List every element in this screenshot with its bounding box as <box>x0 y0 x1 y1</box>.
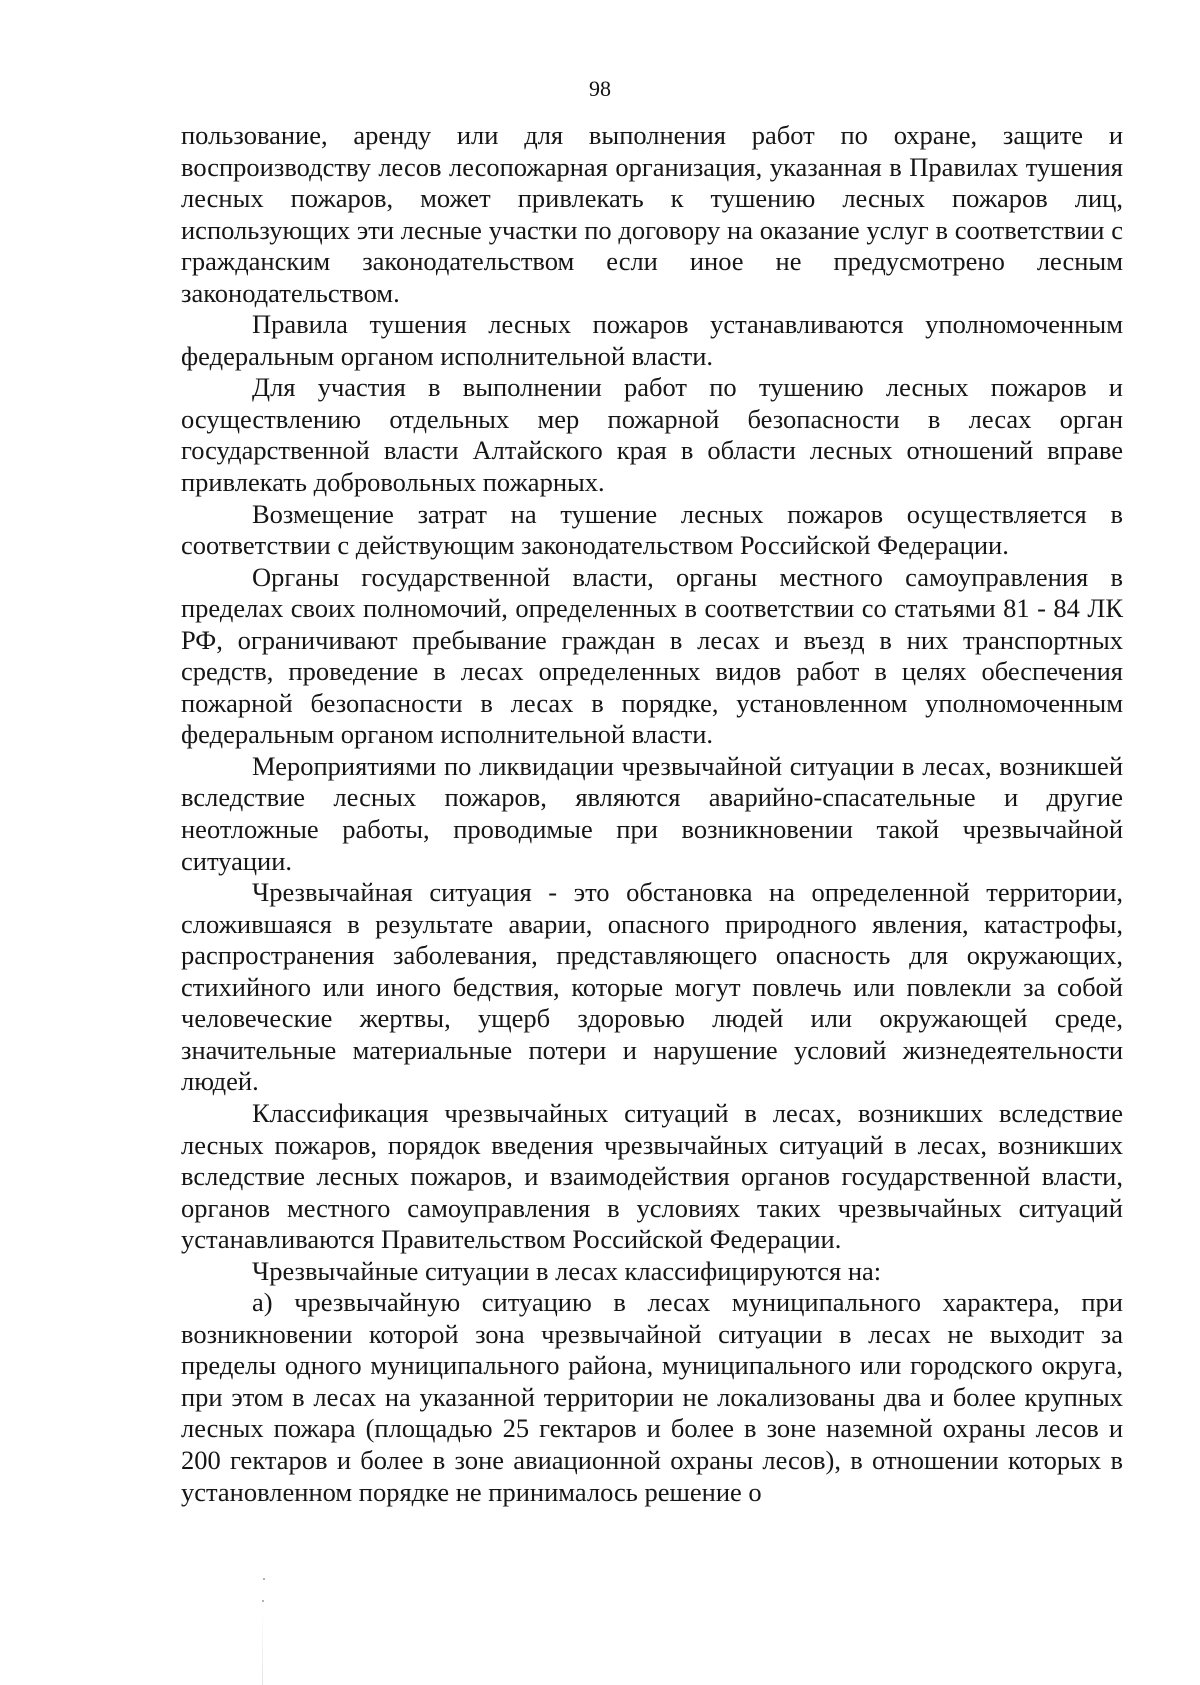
paragraph: а) чрезвычайную ситуацию в лесах муниципального характера, при возникновении которой зона чрезвычайной ситуации в лесах не выходит за пределы одного муниципального района, муниципального или городского округа, при этом в лесах на указанной территории не локализованы два и более крупных лесных пожара (площадью 25 гектаров и более в зоне наземной охраны лесов и 200 гектаров и более в зоне авиационной охраны лесов), в отношении которых в установленном порядке не принималось решение о <box>181 1287 1123 1507</box>
page-number: 98 <box>589 76 611 101</box>
paragraph: пользование, аренду или для выполнения работ по охране, защите и воспроизводству лесов лесопожарная организация, указанная в Правилах тушения лесных пожаров, может привлекать к тушению лесных пожаров лиц, использующих эти лесные участки по договору на оказание услуг в соответствии с гражданским законодательством если иное не предусмотрено лесным законодательством. <box>181 120 1123 308</box>
paragraph: Возмещение затрат на тушение лесных пожаров осуществляется в соответствии с действующим законодательством Российской Федерации. <box>181 498 1123 561</box>
paragraph: Чрезвычайные ситуации в лесах классифицируются на: <box>252 1255 882 1286</box>
paragraph: Для участия в выполнении работ по тушению лесных пожаров и осуществлению отдельных мер пожарной безопасности в лесах орган государственной власти Алтайского края в области лесных отношений вправе привлекать добровольных пожарных. <box>181 372 1123 498</box>
document-body <box>181 120 1123 1508</box>
paragraph: Правила тушения лесных пожаров устанавливаются уполномоченным федеральным органом исполнительной власти. <box>181 309 1123 371</box>
paragraph: Органы государственной власти, органы местного самоуправления в пределах своих полномочий, определенных в соответствии со статьями 81 - 84 ЛК РФ, ограничивают пребывание граждан в лесах и въезд в них транспортных средств, проведение в лесах определенных видов работ в целях обеспечения пожарной безопасности в лесах в порядке, установленном уполномоченным федеральным органом исполнительной власти. <box>181 561 1123 750</box>
paragraph: Классификация чрезвычайных ситуаций в лесах, возникших вследствие лесных пожаров, порядок введения чрезвычайных ситуаций в лесах, возникших вследствие лесных пожаров, и взаимодействия органов государственной власти, органов местного самоуправления в условиях таких чрезвычайных ситуаций устанавливаются Правительством Российской Федерации. <box>181 1097 1123 1255</box>
scan-speck <box>262 1600 264 1602</box>
paragraph: Чрезвычайная ситуация - это обстановка на определенной территории, сложившаяся в результате аварии, опасного природного явления, катастрофы, распространения заболевания, представляющего опасность для окружающих, стихийного или иного бедствия, которые могут повлечь или повлекли за собой человеческие жертвы, ущерб здоровью людей или окружающей среде, значительные материальные потери и нарушение условий жизнедеятельности людей. <box>181 877 1123 1097</box>
scan-artifact-line <box>262 1610 263 1685</box>
scan-speck <box>263 1578 265 1580</box>
paragraph: Мероприятиями по ликвидации чрезвычайной ситуации в лесах, возникшей вследствие лесных пожаров, являются аварийно-спасательные и другие неотложные работы, проводимые при возникновении такой чрезвычайной ситуации. <box>181 750 1123 876</box>
